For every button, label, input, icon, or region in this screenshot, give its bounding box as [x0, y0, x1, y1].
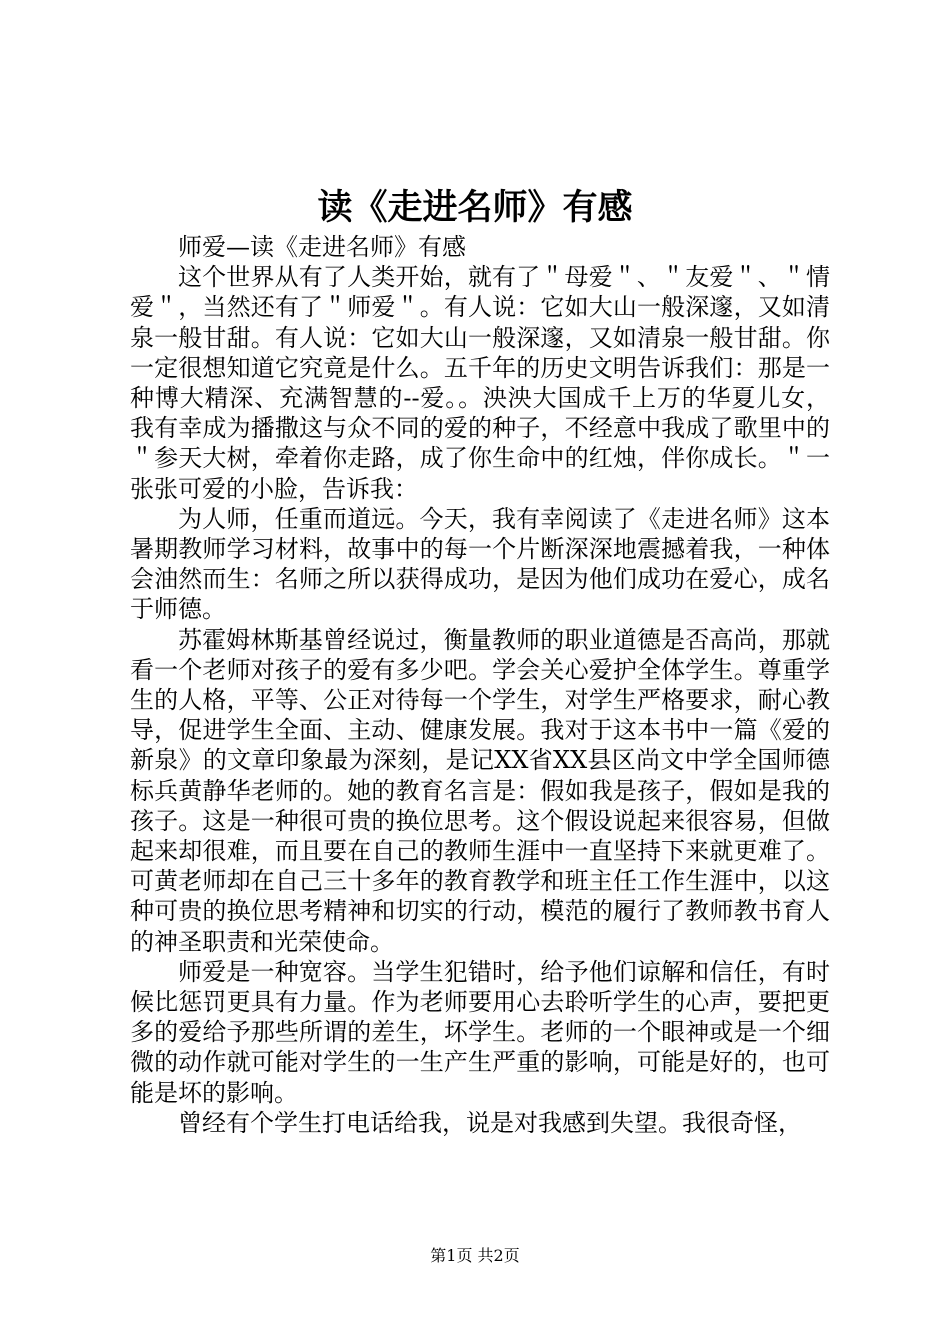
paragraph: 苏霍姆林斯基曾经说过，衡量教师的职业道德是否高尚，那就看一个老师对孩子的爱有多少吧。学会关心爱护全体学生。尊重学生的人格，平等、公正对待每一个学生，对学生严格要求，耐心教导，促进学生全面、主动、健康发展。我对于这本书中一篇《爱的新泉》的文章印象最为深刻，是记XX省XX县区尚文中学全国师德标兵黄静华老师的。她的教育名言是：假如我是孩子，假如是我的孩子。这是一种很可贵的换位思考。这个假设说起来很容易，但做起来却很难，而且要在自己的教师生涯中一直坚持下来就更难了。可黄老师却在自己三十多年的教育教学和班主任工作生涯中，以这种可贵的换位思考精神和切实的行动，模范的履行了教师教书育人的神圣职责和光荣使命。 [130, 625, 830, 956]
paragraph: 师爱是一种宽容。当学生犯错时，给予他们谅解和信任，有时候比惩罚更具有力量。作为老师要用心去聆听学生的心声，要把更多的爱给予那些所谓的差生，坏学生。老师的一个眼神或是一个细微的动作就可能对学生的一生产生严重的影响，可能是好的，也可能是坏的影响。 [130, 957, 830, 1107]
paragraph-subtitle: 师爱—读《走进名师》有感 [178, 233, 466, 261]
paragraph: 这个世界从有了人类开始，就有了＂母爱＂、＂友爱＂、＂情爱＂，当然还有了＂师爱＂。有人说：它如大山一般深邃，又如清泉一般甘甜。有人说：它如大山一般深邃，又如清泉一般甘甜。你一定很想知道它究竟是什么。五千年的历史文明告诉我们：那是一种博大精深、充满智慧的--爱。。泱泱大国成千上万的华夏儿女，我有幸成为播撒这与众不同的爱的种子，不经意中我成了歌里中的＂参天大树，牵着你走路，成了你生命中的红烛，伴你成长。＂一张张可爱的小脸，告诉我： [130, 263, 830, 503]
document-body [130, 232, 830, 1138]
document-title: 读《走进名师》有感 [317, 187, 633, 228]
page-number-footer: 第1页 共2页 [430, 1246, 520, 1265]
paragraph: 曾经有个学生打电话给我，说是对我感到失望。我很奇怪， [178, 1108, 802, 1137]
paragraph: 为人师，任重而道远。今天，我有幸阅读了《走进名师》这本暑期教师学习材料，故事中的每一个片断深深地震撼着我，一种体会油然而生：名师之所以获得成功，是因为他们成功在爱心，成名于师德。 [130, 504, 830, 624]
